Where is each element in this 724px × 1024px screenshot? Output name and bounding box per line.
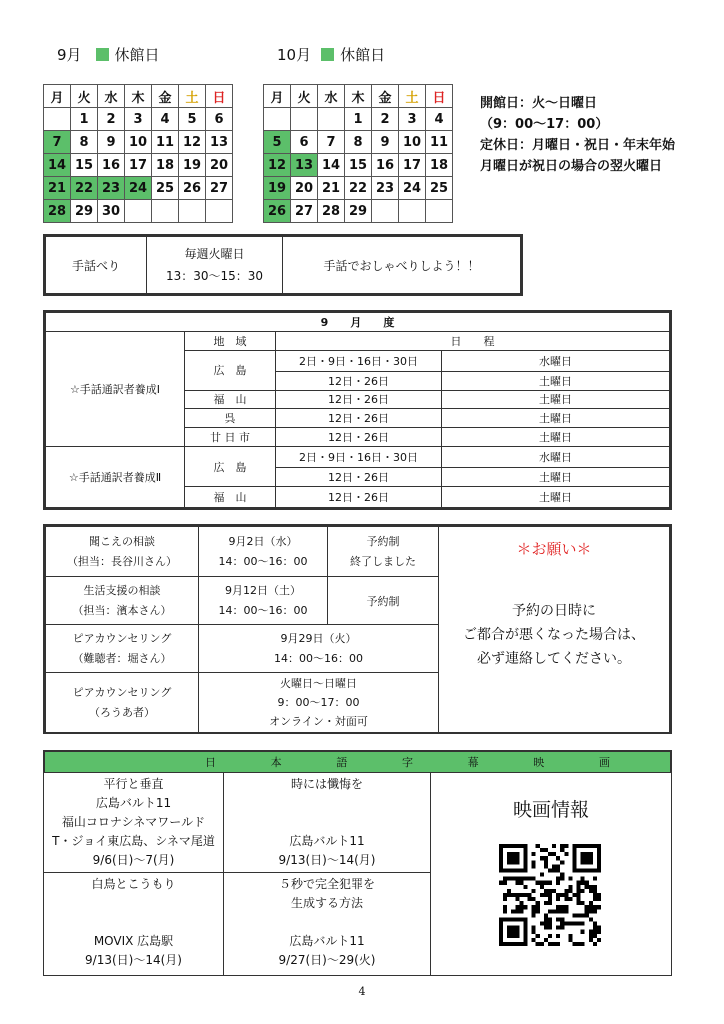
october-month-label: 10月 (277, 46, 312, 64)
movie-title: 平行と垂直 (103, 777, 164, 791)
consult-date: 9月2日（水） (228, 534, 298, 548)
calendar-day: 2 (98, 108, 125, 131)
calendar-day (125, 200, 152, 223)
region-cell: 呉 (185, 409, 276, 428)
september-month-label: 9月 (57, 46, 82, 64)
calendar-day: 4 (152, 108, 179, 131)
calendar-day: 8 (345, 131, 372, 154)
october-calendar (263, 84, 453, 223)
weekday-header: 月 (264, 85, 291, 108)
shuwa-beri-box (43, 234, 523, 296)
calendar-day: 10 (399, 131, 426, 154)
dates-cell: 2日・9日・16日・30日 (276, 350, 442, 371)
consult-1-datetime (199, 527, 328, 577)
qr-code-icon[interactable] (499, 844, 601, 946)
shuwa-beri-name: 手話べり (46, 237, 147, 294)
consult-staff: （担当：長谷川さん） (67, 554, 177, 568)
calendar-day: 25 (426, 177, 453, 200)
calendar-day: 1 (345, 108, 372, 131)
movie-header-char: 語 (336, 756, 348, 769)
weekday-header: 木 (125, 85, 152, 108)
reservation-label: 予約制 (366, 534, 400, 548)
october-legend-label: 休館日 (340, 46, 386, 64)
notice-line: ご都合が悪くなった場合は、 (463, 627, 645, 643)
opening-hours: （9：00～17：00） (480, 117, 609, 132)
calendar-day: 20 (206, 154, 233, 177)
movie-theater: 広島バルト11 (95, 796, 172, 810)
movie-section-header (44, 751, 671, 773)
course-2-label: ☆手話通訳者養成Ⅱ (46, 447, 185, 508)
calendar-day: 18 (426, 154, 453, 177)
course-1-label: ☆手話通訳者養成Ⅰ (46, 331, 185, 446)
calendar-day: 26 (179, 177, 206, 200)
calendar-day: 29 (71, 200, 98, 223)
calendar-day: 2 (372, 108, 399, 131)
calendar-day: 30 (98, 200, 125, 223)
consultation-table (45, 526, 670, 733)
calendar-day: 4 (426, 108, 453, 131)
movie-theater: 福山コロナシネマワールド (61, 815, 206, 829)
calendar-day: 15 (345, 154, 372, 177)
notice-line: 必ず連絡してください。 (477, 651, 631, 667)
consult-time: 9：00～17：00 (277, 696, 360, 709)
movie-header-char: 字 (401, 756, 413, 769)
consult-1-label (46, 527, 199, 577)
training-schedule-table (45, 312, 670, 508)
calendar-day: 28 (318, 200, 345, 223)
calendar-day: 11 (152, 131, 179, 154)
calendar-day: 19 (264, 177, 291, 200)
consult-2-label (46, 577, 199, 625)
movie-theater: MOVIX 広島駅 (93, 934, 174, 948)
calendar-day: 21 (44, 177, 71, 200)
training-schedule-box (43, 310, 672, 510)
movie-theater: 広島バルト11 (289, 934, 365, 948)
region-cell: 廿 日 市 (185, 428, 276, 447)
calendar-day: 27 (206, 177, 233, 200)
weekday-header: 木 (345, 85, 372, 108)
holiday-rule: 月曜日が祝日の場合の翌火曜日 (480, 159, 663, 174)
col-region-header: 地 域 (185, 331, 276, 350)
calendar-day: 12 (264, 154, 291, 177)
calendar-day: 13 (291, 154, 318, 177)
region-cell: 広 島 (185, 350, 276, 390)
shuwa-beri-table (45, 236, 521, 294)
calendar-day: 6 (206, 108, 233, 131)
consult-2-status: 予約制 (328, 577, 439, 625)
movie-header-char: 幕 (467, 756, 479, 769)
calendar-day: 9 (372, 131, 399, 154)
calendar-day: 20 (291, 177, 318, 200)
region-cell: 福 山 (185, 486, 276, 507)
weekday-header: 水 (318, 85, 345, 108)
consult-4-datetime (199, 673, 439, 733)
consult-time: 14：00～16：00 (274, 651, 363, 665)
october-legend (277, 44, 385, 65)
weekday-header: 水 (98, 85, 125, 108)
calendar-day: 16 (372, 154, 399, 177)
calendar-day: 23 (98, 177, 125, 200)
weekday-header: 土 (399, 85, 426, 108)
dates-cell: 12日・26日 (276, 486, 442, 507)
movie-header-char: 画 (598, 756, 610, 769)
training-month-header: 9 月 度 (46, 313, 670, 332)
movie-2 (224, 773, 431, 873)
consult-title: 生活支援の相談 (83, 583, 161, 597)
calendar-day: 5 (179, 108, 206, 131)
calendar-day: 12 (179, 131, 206, 154)
calendar-day (399, 200, 426, 223)
consult-date: 9月29日（火） (280, 631, 357, 645)
calendar-day: 7 (318, 131, 345, 154)
calendar-day: 22 (345, 177, 372, 200)
movie-section (43, 750, 672, 976)
opening-info (480, 93, 675, 177)
movie-info-title: 映画情報 (512, 799, 589, 821)
calendar-day: 22 (71, 177, 98, 200)
movie-title: 生成する方法 (290, 896, 363, 910)
calendar-day (318, 108, 345, 131)
movie-dates: 9/13(日)～14(月) (278, 853, 376, 867)
calendar-day (206, 200, 233, 223)
consult-1-status (328, 527, 439, 577)
consult-4-label (46, 673, 199, 733)
weekday-cell: 土曜日 (442, 371, 670, 390)
consult-staff: （難聴者：堀さん） (72, 651, 172, 665)
calendar-day: 10 (125, 131, 152, 154)
consult-time: 14：00～16：00 (218, 603, 308, 617)
weekday-header: 金 (372, 85, 399, 108)
notice-cell (439, 527, 670, 733)
movie-theater: T・ジョイ東広島、シネマ尾道 (52, 834, 215, 848)
col-schedule-header: 日 程 (276, 331, 670, 350)
movie-title: ５秒で完全犯罪を (278, 877, 375, 891)
weekday-cell: 土曜日 (442, 486, 670, 507)
shuwa-beri-time: 13：30～15：30 (165, 269, 264, 283)
weekday-cell: 土曜日 (442, 468, 670, 487)
movie-header-char: 本 (270, 756, 282, 769)
consult-title: ピアカウンセリング (72, 685, 172, 699)
dates-cell: 12日・26日 (276, 409, 442, 428)
weekday-cell: 水曜日 (442, 447, 670, 468)
movie-theater: 広島バルト11 (289, 834, 365, 848)
notice-line: 予約の日時に (512, 603, 596, 619)
consult-3-label (46, 625, 199, 673)
calendar-day: 7 (44, 131, 71, 154)
movie-dates: 9/6(日)～7(月) (92, 853, 175, 867)
calendar-day: 14 (44, 154, 71, 177)
calendar-day: 27 (291, 200, 318, 223)
weekday-cell: 土曜日 (442, 390, 670, 409)
calendar-day: 14 (318, 154, 345, 177)
weekday-header: 土 (179, 85, 206, 108)
calendar-day: 24 (399, 177, 426, 200)
consult-date: 火曜日～日曜日 (280, 677, 357, 690)
consult-2-datetime (199, 577, 328, 625)
calendar-day: 11 (426, 131, 453, 154)
calendar-day: 28 (44, 200, 71, 223)
movie-3 (44, 873, 224, 975)
calendar-day: 15 (71, 154, 98, 177)
opening-days: 開館日：火～日曜日 (480, 96, 598, 111)
calendar-day (179, 200, 206, 223)
weekday-cell: 土曜日 (442, 428, 670, 447)
calendar-day: 16 (98, 154, 125, 177)
weekday-header: 月 (44, 85, 71, 108)
closed-days: 定休日：月曜日・祝日・年末年始 (480, 138, 676, 153)
notice-title: ＊お願い＊ (516, 540, 592, 558)
movie-dates: 9/13(日)～14(月) (85, 953, 182, 967)
dates-cell: 12日・26日 (276, 468, 442, 487)
dates-cell: 12日・26日 (276, 371, 442, 390)
calendar-day: 3 (399, 108, 426, 131)
weekday-header: 火 (291, 85, 318, 108)
calendar-day: 17 (399, 154, 426, 177)
dates-cell: 2日・9日・16日・30日 (276, 447, 442, 468)
weekday-header: 火 (71, 85, 98, 108)
weekday-header: 日 (206, 85, 233, 108)
calendar-day (372, 200, 399, 223)
calendar-day: 9 (98, 131, 125, 154)
movie-1 (44, 773, 224, 873)
calendar-day: 6 (291, 131, 318, 154)
calendar-day: 5 (264, 131, 291, 154)
weekday-cell: 土曜日 (442, 409, 670, 428)
calendar-day: 1 (71, 108, 98, 131)
region-cell: 広 島 (185, 447, 276, 487)
movie-header-char: 映 (533, 756, 545, 769)
september-legend (57, 44, 160, 65)
weekday-header: 日 (426, 85, 453, 108)
movie-title: 白鳥とこうもり (91, 877, 176, 891)
calendar-day: 18 (152, 154, 179, 177)
calendar-day: 8 (71, 131, 98, 154)
consult-3-datetime (199, 625, 439, 673)
calendar-day: 19 (179, 154, 206, 177)
calendar-day: 23 (372, 177, 399, 200)
movie-title: 時には懺悔を (290, 777, 363, 791)
calendar-day (264, 108, 291, 131)
closed-day-swatch (96, 48, 109, 61)
page-number: 4 (358, 985, 366, 998)
consult-mode: オンライン・対面可 (269, 715, 368, 728)
movie-dates: 9/27(日)～29(火) (278, 953, 376, 967)
weekday-header: 金 (152, 85, 179, 108)
consult-staff: （担当：濱本さん） (72, 603, 172, 617)
september-calendar (43, 84, 233, 223)
calendar-day: 3 (125, 108, 152, 131)
calendar-day: 24 (125, 177, 152, 200)
consult-time: 14：00～16：00 (218, 554, 308, 568)
weekday-cell: 水曜日 (442, 350, 670, 371)
dates-cell: 12日・26日 (276, 390, 442, 409)
movie-4 (224, 873, 431, 975)
calendar-day: 17 (125, 154, 152, 177)
september-legend-label: 休館日 (114, 46, 160, 64)
region-cell: 福 山 (185, 390, 276, 409)
shuwa-beri-desc: 手話でおしゃべりしよう！！ (283, 237, 521, 294)
calendar-day: 21 (318, 177, 345, 200)
closed-day-swatch (321, 48, 334, 61)
consult-title: ピアカウンセリング (72, 631, 172, 645)
calendar-day: 25 (152, 177, 179, 200)
calendar-day (152, 200, 179, 223)
calendar-day (291, 108, 318, 131)
consult-staff: （ろうあ者） (89, 705, 155, 719)
shuwa-beri-schedule (147, 237, 283, 294)
calendar-day (44, 108, 71, 131)
calendar-day: 26 (264, 200, 291, 223)
consult-date: 9月12日（土） (225, 583, 301, 597)
calendar-day: 29 (345, 200, 372, 223)
status-ended: 終了しました (350, 554, 416, 568)
calendar-day: 13 (206, 131, 233, 154)
movie-header-char: 日 (205, 756, 216, 769)
consultation-box (43, 524, 672, 734)
shuwa-beri-day: 毎週火曜日 (184, 247, 245, 261)
dates-cell: 12日・26日 (276, 428, 442, 447)
consult-title: 聞こえの相談 (89, 534, 155, 548)
calendar-day (426, 200, 453, 223)
